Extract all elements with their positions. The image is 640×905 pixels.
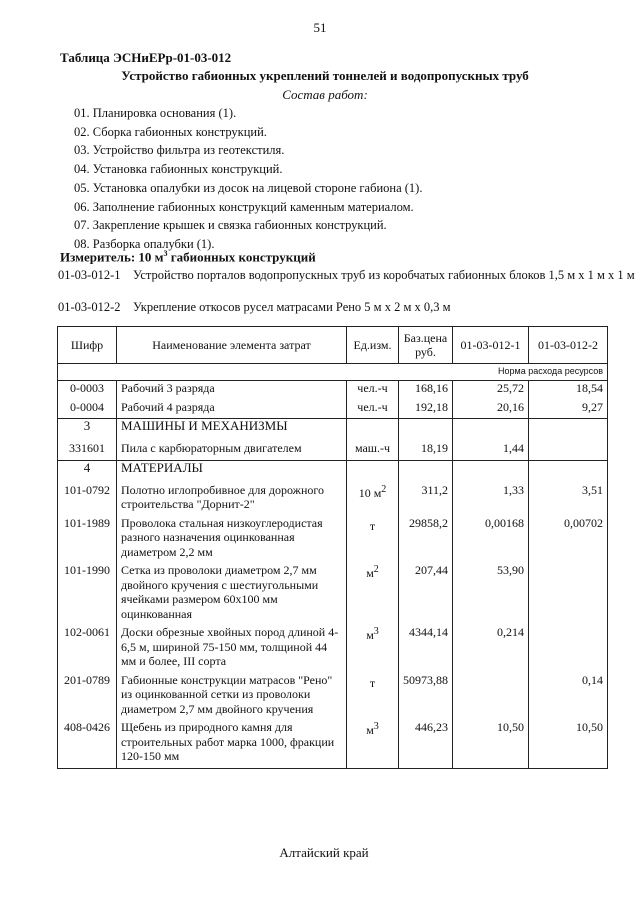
cell-code: 101-1989 (58, 516, 117, 564)
cell-price: 207,44 (399, 563, 453, 625)
section-number: 3 (58, 419, 117, 442)
cell-v2 (529, 441, 608, 460)
cell-v2: 0,00702 (529, 516, 608, 564)
table-row (58, 381, 608, 400)
header-price: Баз.цена руб. (399, 327, 453, 364)
work-item: 02. Сборка габионных конструкций. (74, 124, 267, 139)
footer-region: Алтайский край (279, 845, 369, 860)
work-item: 05. Установка опалубки из досок на лицевой стороне габиона (1). (74, 180, 423, 195)
section-row (58, 419, 608, 442)
cell-v2: 3,51 (529, 483, 608, 516)
cell-price: 311,2 (399, 483, 453, 516)
cell-name: Пила с карбюраторным двигателем (117, 441, 347, 460)
cell-unit: чел.-ч (347, 381, 399, 400)
table-code: Таблица ЭСНиЕРр-01-03-012 (60, 50, 232, 65)
table-row (58, 720, 608, 768)
cell-unit (347, 483, 399, 516)
table-row (58, 625, 608, 673)
cell-v1: 25,72 (453, 381, 529, 400)
unit-text: 10 м (358, 485, 382, 500)
cell-v1: 1,33 (453, 483, 529, 516)
cell-v2: 10,50 (529, 720, 608, 768)
cell-code: 0-0003 (58, 381, 117, 400)
section-title: МАШИНЫ И МЕХАНИЗМЫ (117, 419, 347, 442)
table-title: Устройство габионных укреплений тоннелей и водопропускных труб (121, 68, 529, 83)
work-item: 04. Установка габионных конструкций. (74, 162, 283, 177)
cell-name: Полотно иглопробивное для дорожного строительства "Дорнит-2" (117, 483, 347, 516)
cell-name: Сетка из проволоки диаметром 2,7 мм двойного кручения с шестиугольными ячейками размером 60x100 мм оцинкованная (117, 563, 347, 625)
cell-price: 50973,88 (399, 673, 453, 721)
section-row (58, 460, 608, 483)
cell-name: Щебень из природного камня для строительных работ марка 1000, фракции 120-150 мм (117, 720, 347, 768)
variant-1 (58, 268, 640, 283)
cell-v2: 9,27 (529, 400, 608, 419)
cell-unit (347, 720, 399, 768)
cell-price: 4344,14 (399, 625, 453, 673)
variant-text: Устройство порталов водопропускных труб из коробчатых габионных блоков 1,5 м x 1 м x 1 м (133, 268, 635, 282)
cell-v1: 1,44 (453, 441, 529, 460)
cell-name: Габионные конструкции матрасов "Рено" из оцинкованной сетки из проволоки диаметром 2,7 мм двойного кручения (117, 673, 347, 721)
section-title: МАТЕРИАЛЫ (117, 460, 347, 483)
work-item: 06. Заполнение габионных конструкций каменным материалом. (74, 199, 414, 214)
cell-v1 (453, 673, 529, 721)
cell-code: 331601 (58, 441, 117, 460)
cell-price: 192,18 (399, 400, 453, 419)
cell-v2 (529, 563, 608, 625)
work-item: 08. Разборка опалубки (1). (74, 236, 215, 251)
unit-text: т (369, 518, 376, 533)
table-row (58, 563, 608, 625)
work-item: 03. Устройство фильтра из геотекстиля. (74, 143, 285, 158)
works-list (74, 104, 422, 254)
table-row (58, 400, 608, 419)
header-variant-2: 01-03-012-2 (529, 327, 608, 364)
header-variant-1: 01-03-012-1 (453, 327, 529, 364)
unit-sup: 3 (373, 626, 379, 637)
unit-sup: 2 (381, 483, 387, 495)
meter (60, 249, 316, 265)
cell-unit: маш.-ч (347, 441, 399, 460)
cell-code: 201-0789 (58, 673, 117, 721)
cell-v2: 0,14 (529, 673, 608, 721)
variant-code: 01-03-012-2 (58, 300, 121, 314)
variant-text: Укрепление откосов русел матрасами Рено 5 м x 2 м x 0,3 м (133, 300, 451, 314)
table-row (58, 673, 608, 721)
cell-code: 0-0004 (58, 400, 117, 419)
page-number: 51 (313, 20, 327, 35)
table-row (58, 483, 608, 516)
unit-sup: 2 (373, 564, 379, 575)
cell-v1: 0,00168 (453, 516, 529, 564)
cell-unit: чел.-ч (347, 400, 399, 419)
unit-text: м (366, 628, 374, 642)
section-number: 4 (58, 460, 117, 483)
header-code: Шифр (58, 327, 117, 364)
cell-v2: 18,54 (529, 381, 608, 400)
cell-v1: 53,90 (453, 563, 529, 625)
cell-price: 168,16 (399, 381, 453, 400)
cell-name: Рабочий 3 разряда (117, 381, 347, 400)
unit-text: т (369, 675, 376, 690)
header-unit: Ед.изм. (347, 327, 399, 364)
variant-2 (58, 300, 640, 315)
norm-caption-row (58, 364, 608, 381)
cell-v1: 20,16 (453, 400, 529, 419)
cell-name: Проволока стальная низкоуглеродистая разного назначения оцинкованная диаметром 2,2 мм (117, 516, 347, 564)
cell-price: 29858,2 (399, 516, 453, 564)
cell-unit (347, 625, 399, 673)
resource-table (57, 326, 608, 769)
cell-name: Доски обрезные хвойных пород длиной 4-6,5 м, шириной 75-150 мм, толщиной 44 мм и более, III сорта (117, 625, 347, 673)
cell-v1: 10,50 (453, 720, 529, 768)
cell-code: 101-0792 (58, 483, 117, 516)
works-heading: Состав работ: (282, 87, 368, 102)
cell-name: Рабочий 4 разряда (117, 400, 347, 419)
cell-v2 (529, 625, 608, 673)
cell-code: 102-0061 (58, 625, 117, 673)
work-item: 01. Планировка основания (1). (74, 106, 237, 120)
cell-v1: 0,214 (453, 625, 529, 673)
table-row (58, 516, 608, 564)
norm-caption: Норма расхода ресурсов (58, 364, 608, 381)
meter-rest: габионных конструкций (167, 249, 316, 265)
table-row (58, 441, 608, 460)
cell-price: 18,19 (399, 441, 453, 460)
cell-code: 408-0426 (58, 720, 117, 768)
cell-unit (347, 673, 399, 721)
cell-code: 101-1990 (58, 563, 117, 625)
variant-code: 01-03-012-1 (58, 268, 121, 282)
cell-unit (347, 516, 399, 564)
unit-text: м (366, 723, 374, 737)
cell-price: 446,23 (399, 720, 453, 768)
meter-label: Измеритель: 10 м (60, 249, 164, 265)
unit-sup: 3 (373, 721, 379, 732)
unit-text: м (366, 566, 374, 580)
work-item: 07. Закрепление крышек и связка габионных конструкций. (74, 218, 387, 233)
meter-sup: 3 (163, 249, 168, 258)
cell-unit (347, 563, 399, 625)
table-header-row (58, 327, 608, 364)
header-name: Наименование элемента затрат (117, 327, 347, 364)
